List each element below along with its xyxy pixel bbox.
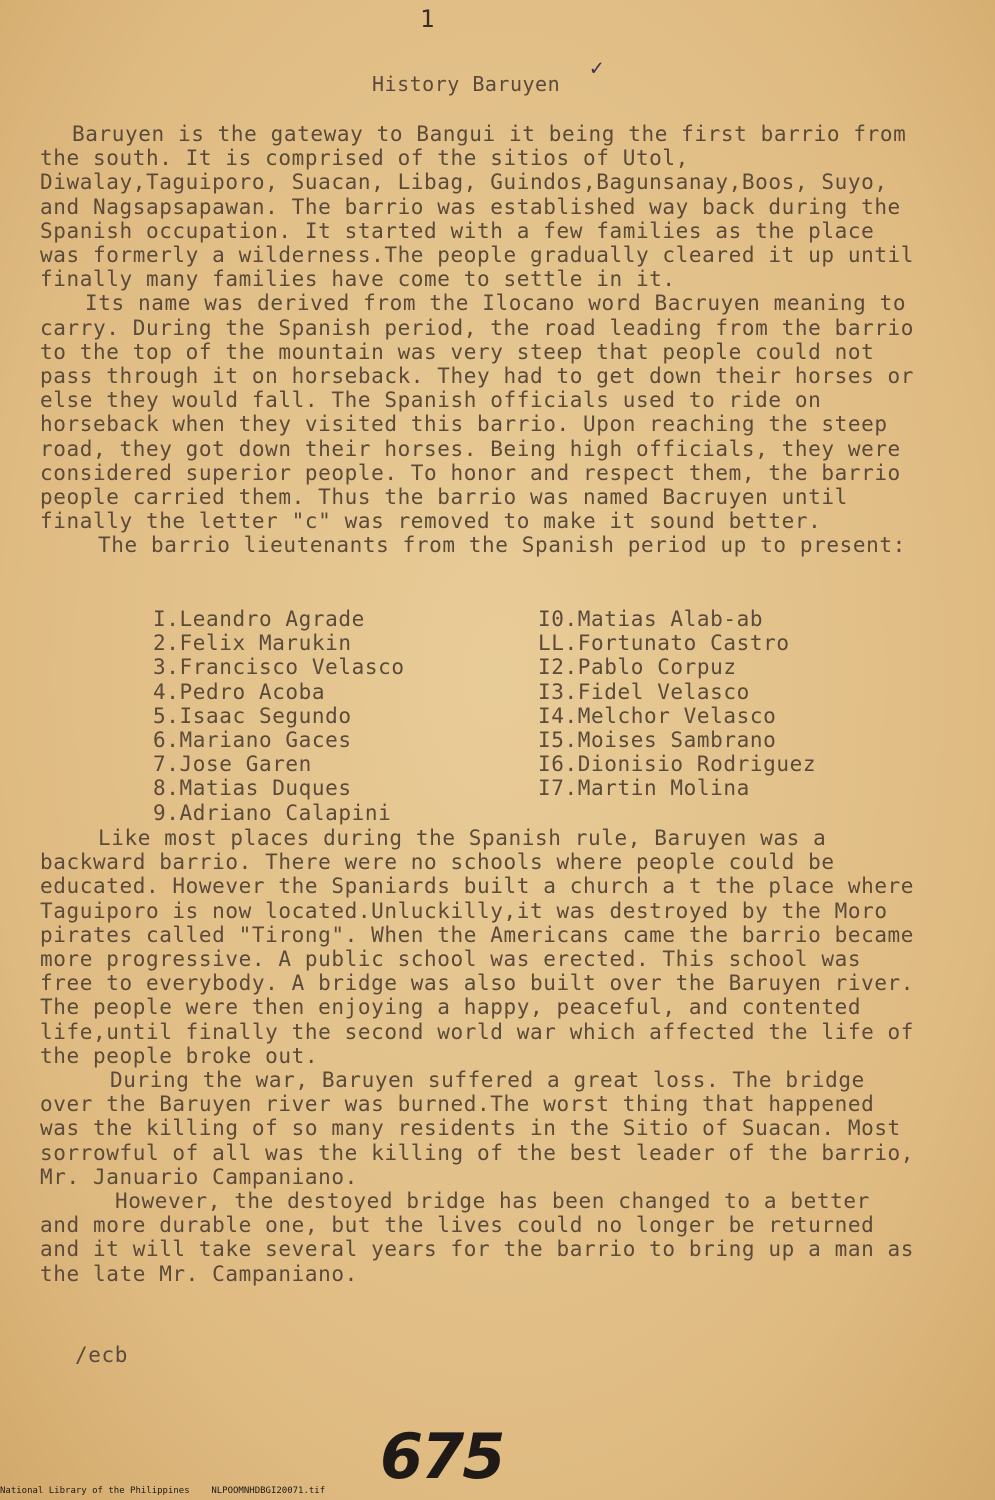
typist-initials: /ecb (75, 1343, 128, 1367)
paragraph-lieutenants-intro: The barrio lieutenants from the Spanish period up to present: (98, 533, 906, 558)
list-item: 4.Pedro Acoba (153, 679, 326, 704)
paragraph-war: During the war, Baruyen suffered a great loss. The bridge over the Baruyen river was burned.The worst thing that happened was the killing of so many residents in the Sitio of Suacan. Most sorrowful of all was the killing of the best leader of the barrio, Mr. Januario Campaniano. (40, 1068, 915, 1189)
list-item: 9.Adriano Calapini (153, 800, 392, 825)
body-text-lower (40, 826, 920, 1286)
list-item: 7.Jose Garen (153, 752, 312, 777)
list-item: I6.Dionisio Rodriguez (538, 752, 817, 777)
body-text-upper (40, 122, 920, 558)
list-item: I5.Moises Sambrano (538, 728, 777, 753)
handwritten-page-number: 675 (380, 1420, 504, 1493)
list-item: I3.Fidel Velasco (538, 679, 750, 704)
paragraph-intro: Baruyen is the gateway to Bangui it being the first barrio from the south. It is comprised of the sitios of Utol, Diwalay,Taguiporo, Suacan, Libag, Guindos,Bagunsanay,Boos, Suyo, and Nagsapsapawan. The barrio was established way back during the Spanish occupation. It started with a few families as the place was formerly a wilderness.The people gradually cleared it up until finally many families have come to settle in it. (40, 122, 915, 292)
check-mark: ✓ (590, 56, 604, 81)
list-item: I.Leandro Agrade (153, 607, 365, 631)
lieutenants-list-right (538, 607, 816, 801)
list-item: 3.Francisco Velasco (153, 655, 405, 680)
footer-institution: National Library of the Philippines (0, 1486, 190, 1496)
page-number: 1 (420, 5, 435, 33)
paragraph-name-origin: Its name was derived from the Ilocano word Bacruyen meaning to carry. During the Spanish period, the road leading from the barrio to the top of the mountain was very steep that people could not pass through it on horseback. They had to get down their horses or else they would fall. The Spanish officials used to ride on horseback when they visited this barrio. Upon reaching the steep road, they got down their horses. Being high officials, they were considered superior people. To honor and respect them, the barrio people carried them. Thus the barrio was named Bacruyen until finally the letter "c" was removed to make it sound better. (40, 291, 915, 534)
list-item: I0.Matias Alab-ab (538, 607, 764, 631)
list-item: 6.Mariano Gaces (153, 728, 352, 753)
lieutenants-list-left (153, 607, 405, 825)
list-item: 2.Felix Marukin (153, 631, 352, 656)
paragraph-spanish-rule: Like most places during the Spanish rule, Baruyen was a backward barrio. There were no schools where people could be educated. However the Spaniards built a church a t the place where Taguiporo is now located.Unluckilly,it was destroyed by the Moro pirates called "Tirong". When the Americans came the barrio became more progressive. A public school was erected. This school was free to everybody. A bridge was also built over the Baruyen river. The people were then enjoying a happy, peaceful, and contented life,until finally the second world war which affected the life of the people broke out. (40, 826, 915, 1068)
archive-footer (0, 1486, 325, 1496)
list-item: I2.Pablo Corpuz (538, 655, 737, 680)
footer-filename: NLPOOMNHDBGI20071.tif (211, 1486, 326, 1496)
list-item: LL.Fortunato Castro (538, 631, 790, 656)
list-item: 5.Isaac Segundo (153, 703, 352, 728)
list-item: I7.Martin Molina (538, 776, 750, 801)
list-item: I4.Melchor Velasco (538, 703, 777, 728)
paragraph-bridge: However, the destoyed bridge has been changed to a better and more durable one, but the lives could no longer be returned and it will take several years for the barrio to bring up a man as the late Mr. Campaniano. (40, 1189, 915, 1286)
page-title: History Baruyen (372, 72, 561, 96)
list-item: 8.Matias Duques (153, 776, 352, 801)
